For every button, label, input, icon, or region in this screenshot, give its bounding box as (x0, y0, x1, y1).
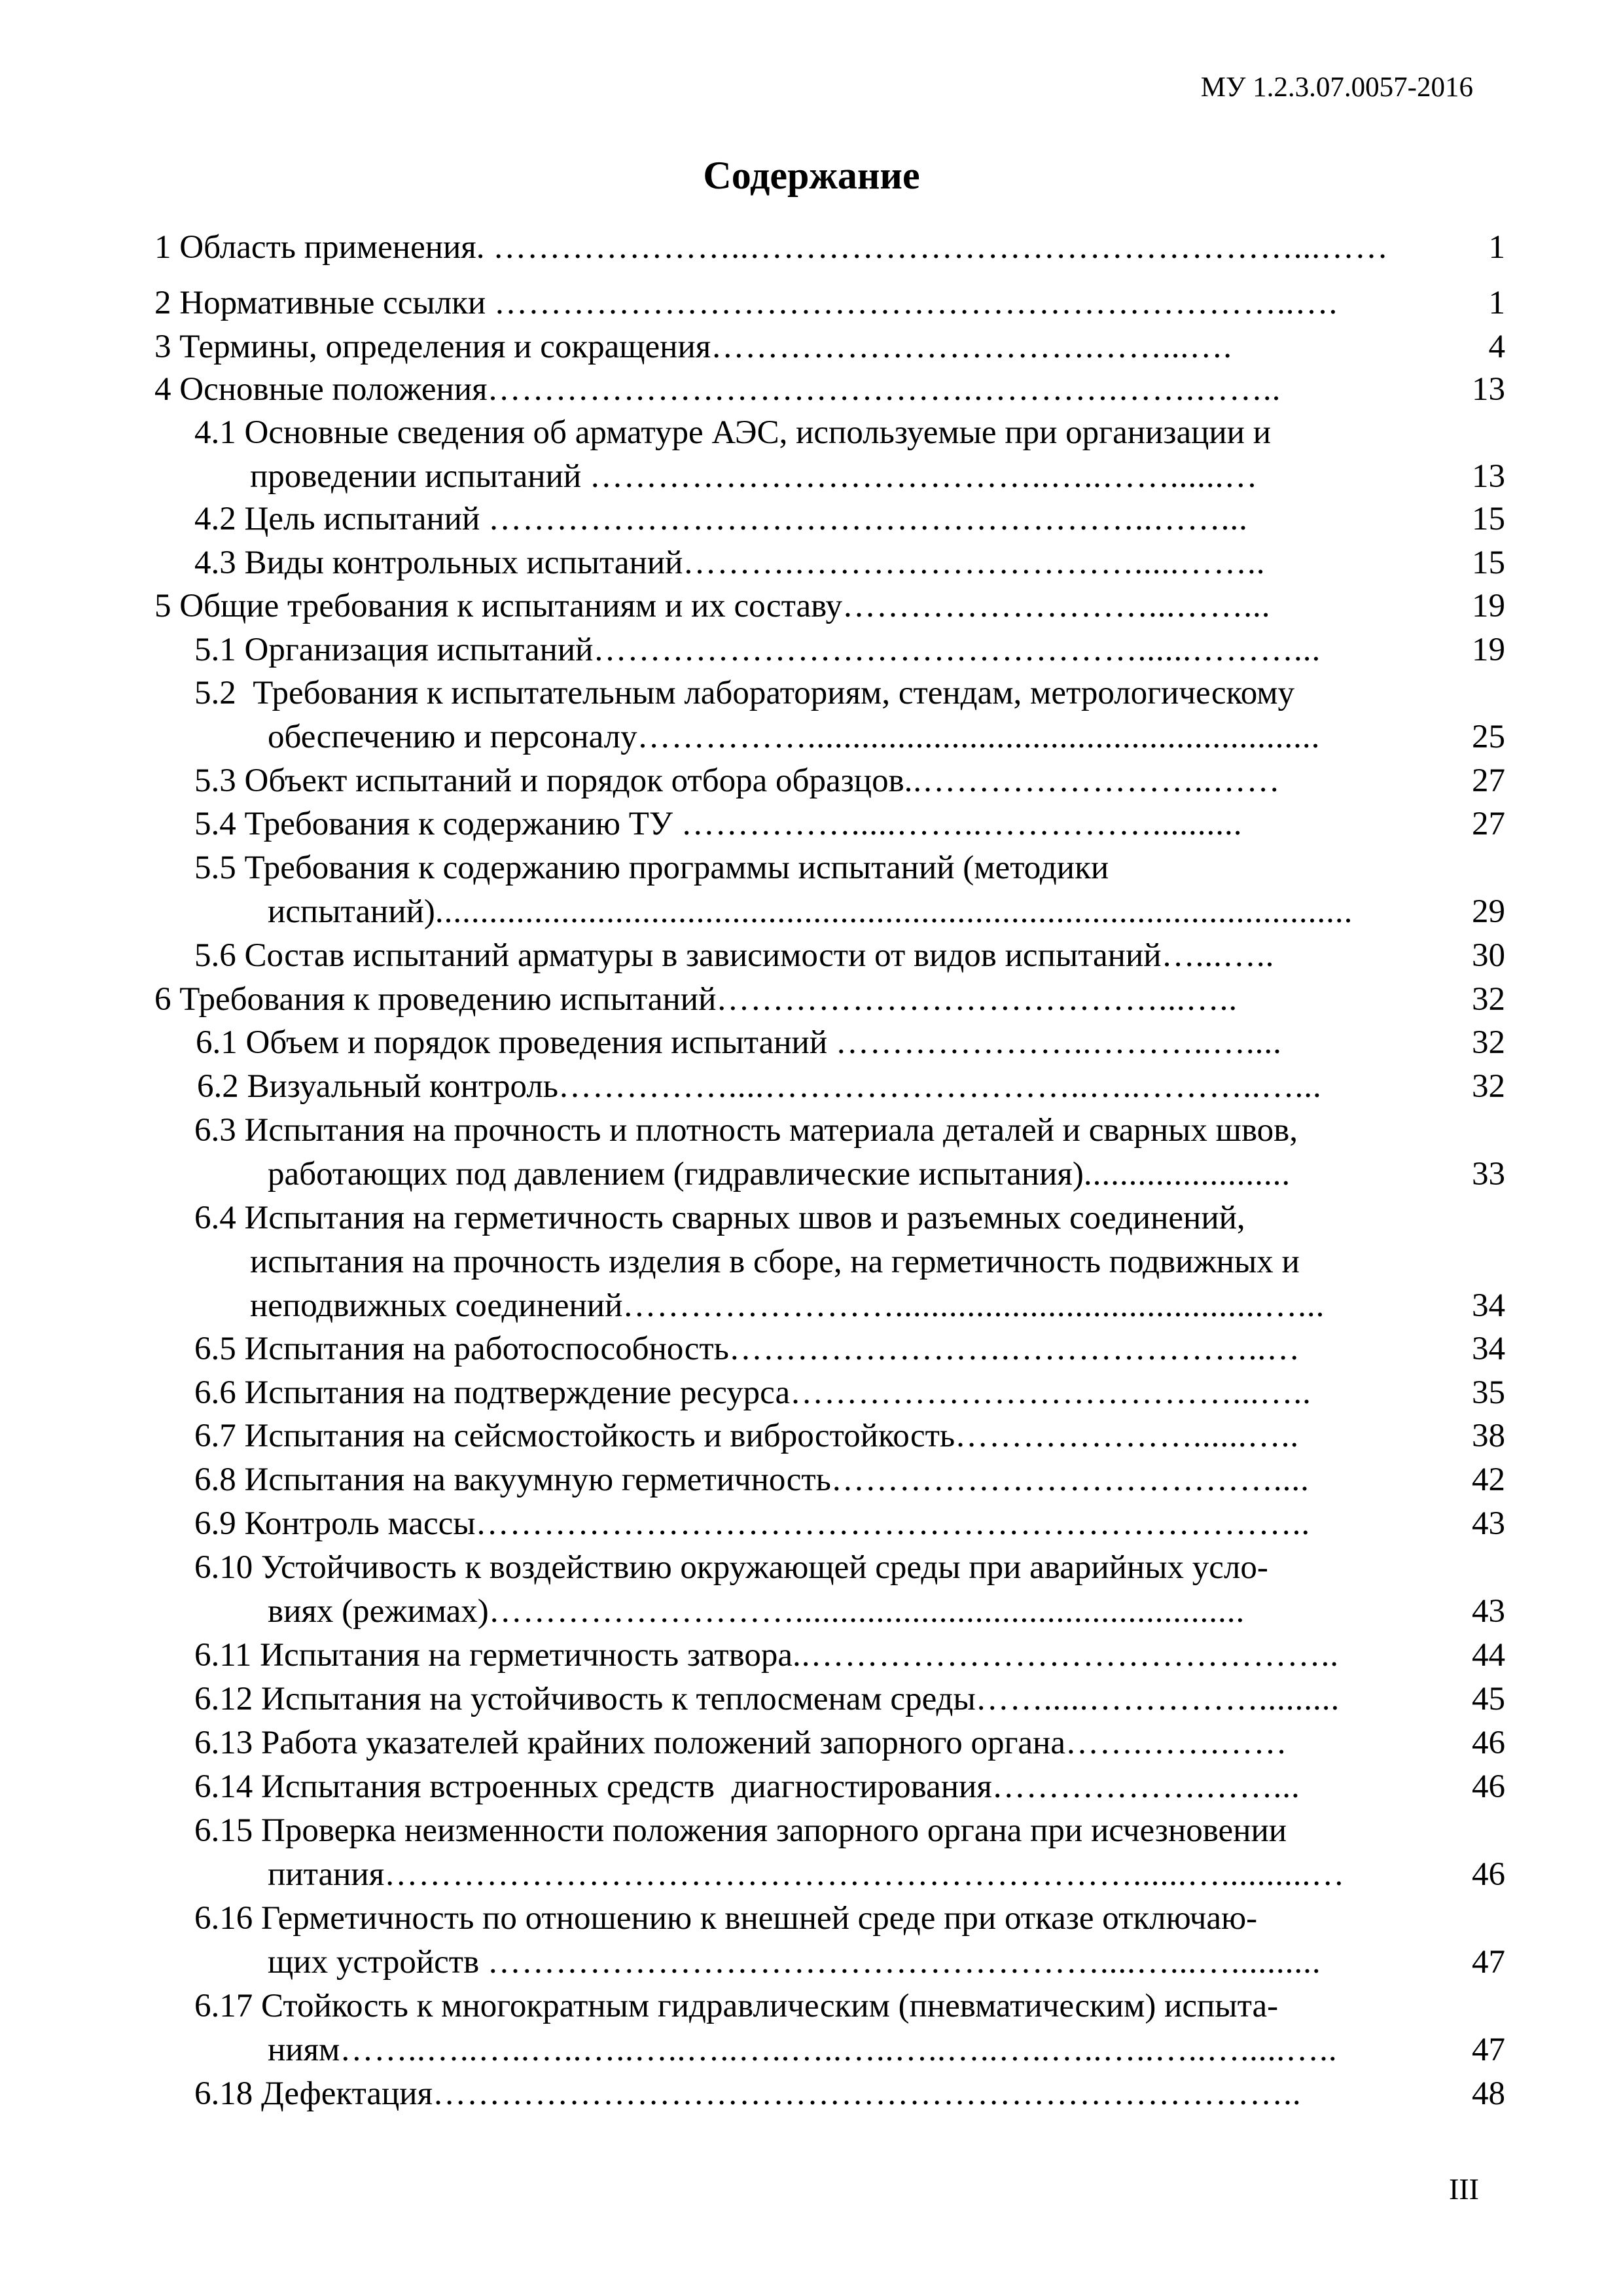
toc-page-number: 4 (1488, 329, 1505, 365)
toc-leader-dots: …………………..…………………………………………...…… (493, 229, 1389, 266)
toc-leader-dots: …………………..………..….... (835, 1024, 1282, 1061)
toc-entry-line (194, 628, 1430, 672)
toc-entry-text: 5.4 Требования к содержанию ТУ (194, 806, 681, 842)
toc-leader-dots: ..……………………..…… (904, 762, 1281, 799)
toc-entry-line (154, 226, 1430, 269)
toc-entry-text: испытания на прочность изделия в сборе, на герметичность подвижных и (250, 1244, 1300, 1280)
toc-leader-dots: ...................................................................................................... (435, 893, 1353, 930)
toc-page-number: 27 (1472, 806, 1505, 842)
toc-page-number: 45 (1472, 1681, 1505, 1717)
toc-entry-text: 5.1 Организация испытаний (194, 632, 594, 668)
toc-entry-text: 6.12 Испытания на устойчивость к теплосменам среды (194, 1681, 976, 1717)
toc-entry-text: 4.3 Виды контрольных испытаний (194, 545, 683, 581)
toc-leader-dots: ……………………………………………………………….. (475, 1505, 1311, 1542)
toc-entry-text: 4.1 Основные сведения об арматуре АЭС, используемые при организации и (194, 414, 1271, 451)
toc-page-number: 19 (1472, 632, 1505, 668)
toc-entry-text: 3 Термины, определения и сокращения (154, 329, 711, 365)
toc-leader-dots: ……….………………………….....…….. (683, 545, 1266, 581)
toc-entry-text: 6.17 Стойкость к многократным гидравлическим (пневматическим) испыта- (194, 1988, 1279, 2024)
toc-entry-line (194, 759, 1430, 802)
toc-page-number: 33 (1472, 1156, 1505, 1193)
toc-leader-dots: …….…….…… (1065, 1725, 1288, 1761)
toc-entry-text: 6.10 Устойчивость к воздействию окружающей среды при аварийных усло- (194, 1549, 1268, 1586)
toc-page-number: 46 (1472, 1725, 1505, 1761)
toc-leader-dots: ..……………………………………….. (793, 1637, 1340, 1674)
toc-entry-line (194, 934, 1430, 977)
toc-entry-text: 2 Нормативные ссылки (154, 285, 494, 321)
toc-entry-line (250, 455, 1430, 498)
toc-entry-line (154, 368, 1430, 411)
toc-page-number: 44 (1472, 1637, 1505, 1674)
toc-page-number: 13 (1472, 458, 1505, 495)
toc-entry-text: 6.3 Испытания на прочность и плотность материала деталей и сварных швов, (194, 1112, 1298, 1149)
toc-entry-text: 6.1 Объем и порядок проведения испытаний (196, 1024, 836, 1061)
toc-page-number: 27 (1472, 762, 1505, 799)
toc-page-number: 15 (1472, 501, 1505, 537)
toc-page-number: 34 (1472, 1331, 1505, 1367)
toc-leader-dots: …………………………….……...…. (711, 329, 1232, 365)
toc-entry-line (268, 715, 1430, 759)
toc-page-number: 34 (1472, 1287, 1505, 1324)
toc-entry-text: 6.6 Испытания на подтверждение ресурса (194, 1374, 791, 1411)
toc-entry-text: 6.15 Проверка неизменности положения запорного органа при исчезновении (194, 1812, 1287, 1849)
toc-page-number: 29 (1472, 893, 1505, 930)
toc-entry-line (268, 2028, 1430, 2072)
toc-page-number: 43 (1472, 1593, 1505, 1630)
toc-entry-text: 5.6 Состав испытаний арматуры в зависимости от видов испытаний (194, 937, 1162, 974)
toc-entry-line (194, 846, 1476, 889)
toc-leader-dots: …………………………………..…..……......… (589, 458, 1258, 495)
toc-page-number: 19 (1472, 588, 1505, 624)
toc-page-number: 1 (1488, 285, 1505, 321)
toc-entry-line (194, 497, 1430, 541)
toc-page-number: 38 (1472, 1418, 1505, 1454)
toc-entry-line (268, 1941, 1430, 1984)
toc-entry-text: работающих под давлением (гидравлические испытания) (268, 1156, 1084, 1193)
toc-entry-line (154, 281, 1430, 325)
toc-entry-text: 4 Основные положения (154, 371, 488, 408)
toc-entry-line (194, 1371, 1430, 1414)
toc-entry-line (194, 1327, 1430, 1371)
toc-entry-text: обеспечению и персоналу (268, 719, 637, 755)
toc-entry-line (268, 890, 1430, 933)
toc-page-number: 47 (1472, 1944, 1505, 1981)
document-code: МУ 1.2.3.07.0057-2016 (1200, 72, 1473, 103)
toc-page-number: 13 (1472, 371, 1505, 408)
toc-entry-line (194, 802, 1430, 846)
toc-leader-dots: ……………....………………………..…..………..…... (558, 1068, 1322, 1105)
toc-leader-dots: ....................... (1083, 1156, 1291, 1193)
toc-entry-line (250, 1240, 1476, 1283)
toc-entry-text: 6.4 Испытания на герметичность сварных швов и разъемных соединений, (194, 1200, 1245, 1236)
toc-entry-text: виях (режимах) (268, 1593, 489, 1630)
toc-entry-line (154, 584, 1430, 628)
toc-page-number: 46 (1472, 1856, 1505, 1893)
toc-page-number: 46 (1472, 1768, 1505, 1805)
toc-leader-dots: …….....……………......... (975, 1681, 1340, 1717)
toc-entry-text: щих устройств (268, 1944, 488, 1981)
toc-leader-dots: ……………….……... (991, 1768, 1300, 1805)
toc-entry-line (194, 2072, 1430, 2115)
toc-entry-line (268, 1590, 1430, 1633)
toc-leader-dots: …...….. (1161, 937, 1275, 974)
toc-entry-line (194, 1458, 1430, 1501)
toc-entry-line (194, 1414, 1430, 1458)
toc-leader-dots: …………….....……..…………….......... (681, 806, 1243, 842)
toc-entry-line (194, 1809, 1476, 1852)
toc-page-number: 42 (1472, 1462, 1505, 1498)
toc-leader-dots: …………………………………….………….…….…….. (487, 371, 1281, 408)
toc-entry-text: 6.18 Дефектация (194, 2075, 433, 2112)
toc-entry-text: 6.8 Испытания на вакуумную герметичность (194, 1462, 831, 1498)
toc-entry-text: неподвижных соединений (250, 1287, 623, 1324)
toc-page-number: 48 (1472, 2075, 1505, 2112)
toc-entry-line (268, 1153, 1430, 1196)
toc-leader-dots: …………………………………………………………......…..........… (384, 1856, 1346, 1893)
toc-leader-dots: …………………......….. (955, 1418, 1300, 1454)
toc-page-number: 30 (1472, 937, 1505, 974)
toc-entry-text: 6.16 Герметичность по отношению к внешней среде при отказе отключаю- (194, 1900, 1258, 1937)
toc-entry-line (194, 1677, 1430, 1721)
toc-entry-text: 6.2 Визуальный контроль (197, 1068, 559, 1105)
toc-leader-dots: …………………………………………………..……... (488, 501, 1248, 537)
toc-leader-dots: …………………………………………......………... (593, 632, 1321, 668)
page-number: III (1449, 2172, 1479, 2206)
toc-leader-dots: …………………….…………………..… (728, 1331, 1301, 1367)
toc-leader-dots: …………………………………...….. (716, 981, 1238, 1018)
toc-entry-line (194, 672, 1476, 715)
toc-entry-line (194, 1109, 1476, 1152)
toc-page-number: 43 (1472, 1505, 1505, 1542)
toc-page-number: 32 (1472, 1024, 1505, 1061)
toc-entry-text: испытаний) (268, 893, 435, 930)
toc-entry-text: 6.9 Контроль массы (194, 1505, 476, 1542)
toc-entry-line (196, 1021, 1430, 1064)
toc-entry-line (194, 1546, 1476, 1589)
toc-entry-text: 6.5 Испытания на работоспособность (194, 1331, 729, 1367)
toc-leader-dots: …………………….........................................…... (622, 1287, 1325, 1324)
toc-entry-text: 5.5 Требования к содержанию программы испытаний (методики (194, 850, 1109, 886)
toc-entry-text: 5.2 Требования к испытательным лабораториям, стендам, метрологическому (194, 675, 1295, 711)
toc-leader-dots: ………………………………………………………………….. (433, 2075, 1302, 2112)
toc-leader-dots: ……………………….................................................. (488, 1593, 1245, 1630)
toc-entry-line (154, 978, 1430, 1021)
toc-entry-line (194, 1897, 1476, 1940)
toc-entry-text: 6.7 Испытания на сейсмостойкость и вибростойкость (194, 1418, 955, 1454)
toc-entry-text: 5.3 Объект испытаний и порядок отбора образцов (194, 762, 904, 799)
toc-entry-text: 6.11 Испытания на герметичность затвора (194, 1637, 793, 1674)
toc-entry-line (154, 325, 1430, 368)
toc-page-number: 47 (1472, 2032, 1505, 2068)
toc-entry-line (194, 1721, 1430, 1765)
toc-entry-text: ниям (268, 2032, 340, 2068)
toc-entry-line (268, 1853, 1430, 1896)
toc-entry-text: 6.13 Работа указателей крайних положений запорного органа (194, 1725, 1065, 1761)
toc-entry-line (194, 1634, 1430, 1677)
toc-leader-dots: ……..…..…..…..…..…..…..…..…..…..…..…..…..…..…..…..….....….. (340, 2032, 1338, 2068)
toc-entry-line (194, 541, 1430, 584)
toc-page-number: 32 (1472, 981, 1505, 1018)
toc-entry-line (250, 1284, 1430, 1327)
toc-entry-line (194, 1984, 1476, 2028)
toc-entry-text: питания (268, 1856, 385, 1893)
toc-title: Содержание (703, 154, 920, 197)
toc-entry-text: 5 Общие требования к испытаниям и их составу (154, 588, 842, 624)
toc-entry-line (194, 1502, 1430, 1545)
toc-page-number: 35 (1472, 1374, 1505, 1411)
toc-entry-text: 1 Область применения. (154, 229, 493, 266)
toc-leader-dots: ………………………………….... (830, 1462, 1310, 1498)
toc-entry-text: проведении испытаний (250, 458, 590, 495)
toc-page-number: 25 (1472, 719, 1505, 755)
toc-leader-dots: ……………......................................................... (637, 719, 1321, 755)
toc-leader-dots: ……………………………………………………………..…. (493, 285, 1338, 321)
toc-leader-dots: ………………………...……... (842, 588, 1271, 624)
toc-page-number: 1 (1488, 229, 1505, 266)
toc-page-number: 15 (1472, 545, 1505, 581)
toc-entry-line (197, 1065, 1430, 1108)
toc-entry-text: 4.2 Цель испытаний (194, 501, 489, 537)
toc-leader-dots: …………………………………...….. (790, 1374, 1311, 1411)
toc-entry-line (194, 1765, 1430, 1808)
toc-entry-line (194, 1196, 1476, 1240)
toc-page-number: 32 (1472, 1068, 1505, 1105)
toc-entry-text: 6 Требования к проведению испытаний (154, 981, 717, 1018)
toc-entry-text: 6.14 Испытания встроенных средств диагностирования (194, 1768, 992, 1805)
toc-leader-dots: ………………………………………………....…...….......... (487, 1944, 1321, 1981)
toc-entry-line (194, 411, 1476, 454)
